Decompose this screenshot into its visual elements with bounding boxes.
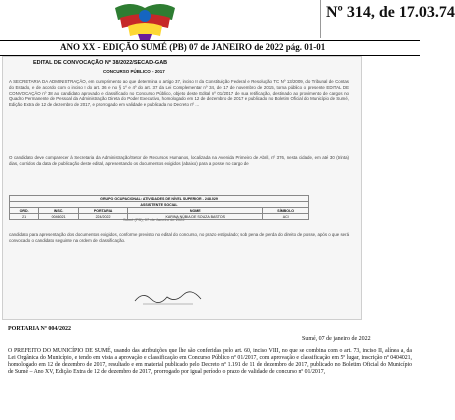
column-header: INSC. xyxy=(39,208,79,214)
portaria-number: PORTARIA Nº 004/2022 xyxy=(8,326,71,332)
edital-paragraph-3: candidato para apresentação dos documentos exigidos, conforme previsto no edital do concurso, no prazo estipulado; sob pena de perda do direito de posse, após o que será convocado o candidato seguinte na ordem de classificação. xyxy=(9,232,350,243)
scan-place-date: Sumé (PB), 07 de Janeiro de 2022 xyxy=(123,217,185,222)
edital-paragraph-1: A SECRETARIA DA ADMINISTRAÇÃO, em cumprimento ao que determina o artigo 37, inciso II da Constituição Federal e Resolução TC Nº 13/2009, do Tribunal de Contas do Estado, e de acordo com o inciso I do art. 36 e no § 1º e 4º do art. 37 da Lei Complementar nº 34, de 17 de novembro de 2015, torna público o presente EDITAL DE CONVOCAÇÃO nº 38 ao candidato aprovado e classificado no Concurso Público, objeto deste Edital nº 01/2017 de sua retificação, destinado ao provimento de cargos no Quadro Permanente de Pessoal da Administração Direta do Poder Executivo, homologado em 12 de dezembro de 2017 e publicado no Boletim Oficial do Município de Sumé, Edição Extra de 12 de dezembro de 2017, e prorrogado em validade e publicada no Decreto nº ... xyxy=(9,79,349,108)
table-cargo-header: ASSISTENTE SOCIAL xyxy=(10,202,309,208)
edition-bar xyxy=(0,40,420,56)
edital-subtitle: CONCURSO PÚBLICO - 2017 xyxy=(103,69,165,74)
table-cell: 0046021 xyxy=(39,214,79,220)
lei-reference-box xyxy=(320,0,455,38)
column-header: NOME xyxy=(128,208,263,214)
edition-line: ANO XX - EDIÇÃO SUMÉ (PB) 07 de JANEIRO de 2022 pág. 01-01 xyxy=(60,42,326,52)
column-header: ORD. xyxy=(10,208,39,214)
municipal-coat-of-arms-icon xyxy=(110,0,180,40)
column-header: SÍMBOLO xyxy=(263,208,309,214)
scanned-edital-document xyxy=(2,56,362,320)
header xyxy=(0,0,455,42)
signature-image xyxy=(133,289,203,307)
portaria-date: Sumé, 07 de janeiro de 2022 xyxy=(302,336,371,342)
edital-paragraph-2: O candidato deve comparecer à Secretaria da Administração/Setor de Recursos Humanos, localizada na Avenida Primeiro de Abril, nº 376, nesta cidade, em até 30 (trinta) dias, corridos da data de publicação deste edital, apresentando os documentos exigidos (abaixo) para a posse no cargo de xyxy=(9,155,349,166)
table-cell: 21 xyxy=(10,214,39,220)
table-cell: ACI xyxy=(263,214,309,220)
lei-number: Nº 314, de 17.03.74 xyxy=(326,4,455,21)
portaria-body: O PREFEITO DO MUNICÍPIO DE SUMÉ, usando das atribuições que lhe são conferidas pelo art. 60, inciso VIII, no que se combina com o art. 73, inciso II, alínea a, da Lei Orgânica do Município, e tendo em vista a aprovação e classificação em Concurso Público nº 01/2017, com aprovação e classificação em 5º lugar, inscrição nº 0404021, homologado em 12 de dezembro de 2017, resultado e em material publicado pelo Decreto nº 1.191 de 11 de dezembro de 2017, publicado no Boletim Oficial do Município de Sumé – Ano XV, Edição Extra de 12 de dezembro de 2017, prorrogado por igual período o prazo de validade de concurso nº 01/2017, xyxy=(8,348,412,375)
table-group-header: GRUPO OCUPACIONAL: ATIVIDADES DE NÍVEL SUPERIOR - 248.029 xyxy=(10,196,309,202)
column-header: PORTARIA xyxy=(78,208,127,214)
edital-title: EDITAL DE CONVOCAÇÃO Nº 38/2022/SECAD-GAB xyxy=(33,60,168,66)
table-cell: KARINA NÚBIA DE SOUZA BASTOS xyxy=(128,214,263,220)
table-cell: 224/2022 xyxy=(78,214,127,220)
